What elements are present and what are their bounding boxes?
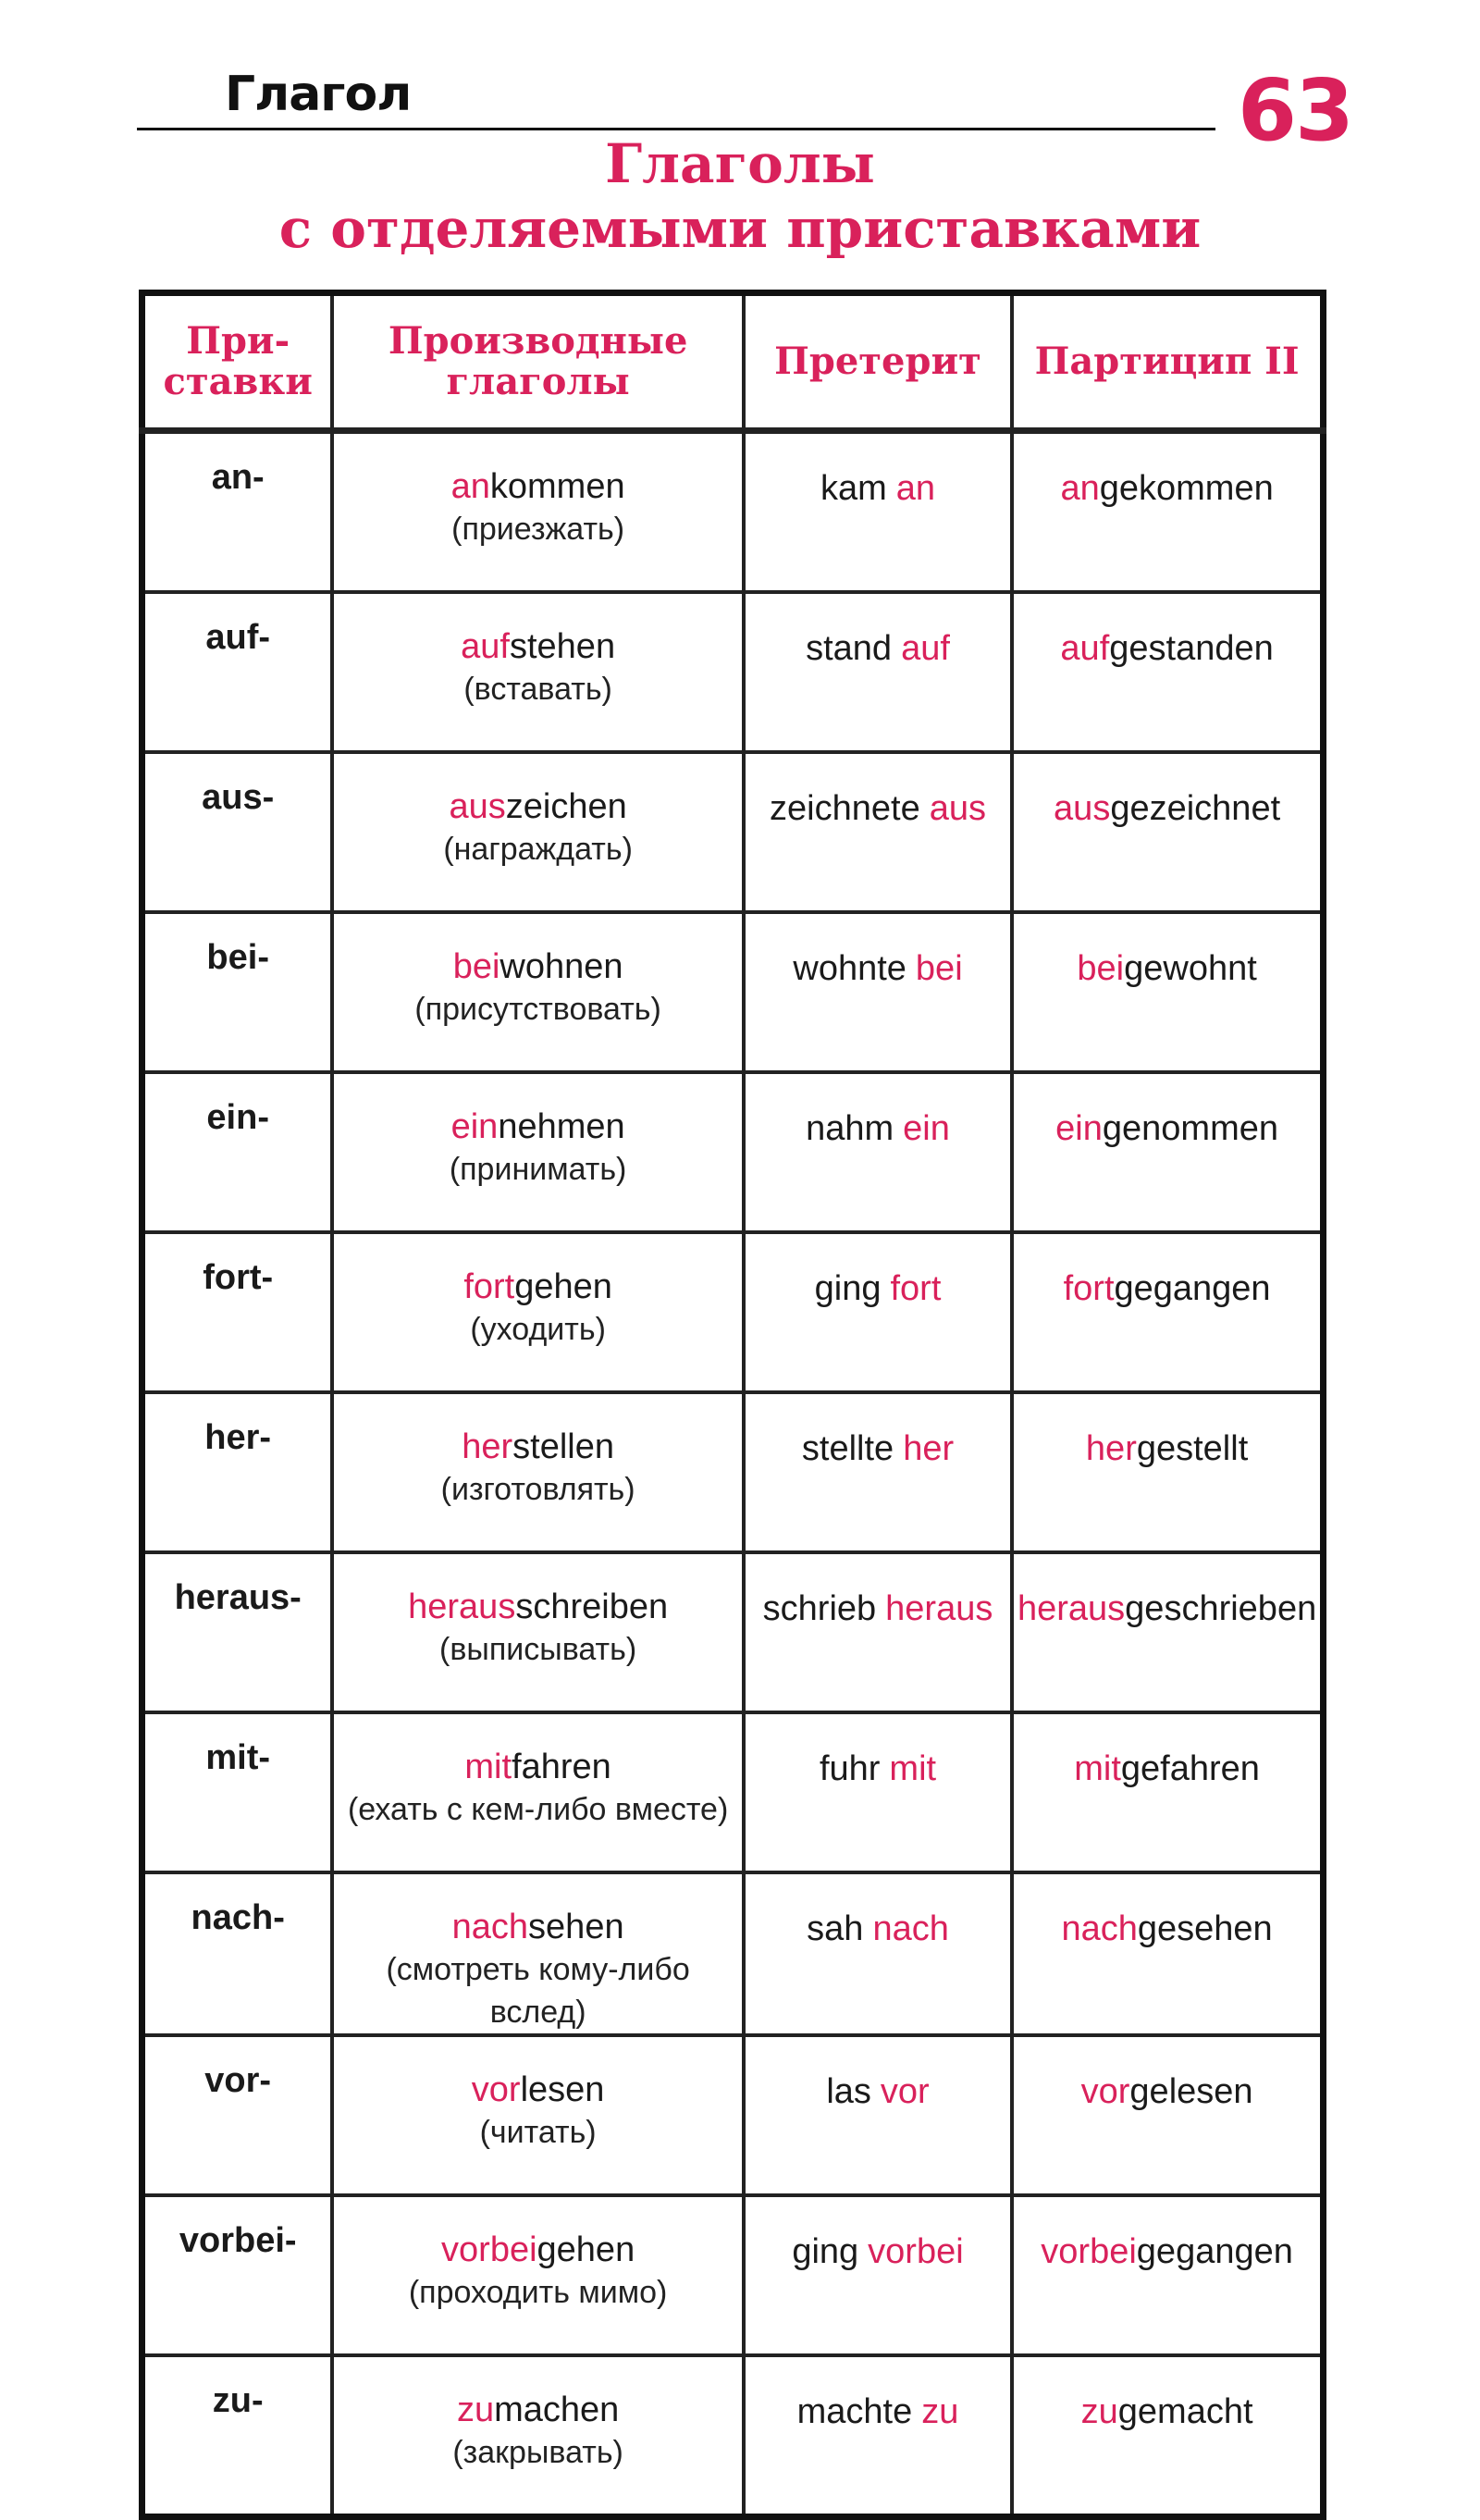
preterite-verb: wohnte <box>793 949 906 988</box>
table-row <box>142 1872 1324 2035</box>
derived-verb-stem: fahren <box>512 1748 611 1786</box>
participle-prefix: fort <box>1063 1269 1115 1308</box>
preterite-particle: zu <box>921 2392 959 2431</box>
participle-prefix: zu <box>1080 2392 1118 2431</box>
preterite-particle: nach <box>872 1909 949 1948</box>
derived-verb-stem: stellen <box>512 1427 614 1466</box>
derived-verb <box>441 2230 635 2269</box>
derived-verb-stem: zeichen <box>505 787 627 826</box>
derived-verb-stem: wohnen <box>500 947 623 986</box>
title-line-2: с отделяемыми приставками <box>278 197 1202 260</box>
derived-verb-prefix: vorbei <box>441 2230 537 2269</box>
participle-prefix: an <box>1060 469 1100 508</box>
table-row <box>142 1552 1324 1712</box>
translation: (принимать) <box>449 1152 627 1187</box>
preterite-cell <box>744 1872 1012 2035</box>
participle-prefix: heraus <box>1017 1589 1126 1628</box>
prefix-text: mit- <box>205 1738 271 1777</box>
derived-verb-stem: nehmen <box>498 1107 625 1146</box>
prefix-text: nach- <box>191 1898 285 1937</box>
preterite-particle: mit <box>889 1749 937 1788</box>
preterite-particle: fort <box>890 1269 942 1308</box>
derived-verb-stem: lesen <box>520 2070 605 2109</box>
translation: (уходить) <box>470 1312 606 1347</box>
prefix-text: aus- <box>202 778 275 817</box>
table-row <box>142 1232 1324 1392</box>
derived-verb-prefix: her <box>462 1427 513 1466</box>
preterite-particle: ein <box>903 1109 950 1148</box>
preterite-verb: ging <box>792 2232 859 2271</box>
preterite-particle: aus <box>929 789 986 828</box>
participle-prefix: ein <box>1055 1109 1103 1148</box>
derived-verb-cell <box>332 592 743 752</box>
prefix-cell <box>142 1872 333 2035</box>
derived-verb <box>452 1908 624 1946</box>
header-rule <box>137 128 1215 130</box>
participle-stem: gestellt <box>1136 1429 1249 1468</box>
column-header-derived-text: Производные глаголы <box>388 319 688 403</box>
participle-cell <box>1012 431 1323 593</box>
table-row <box>142 912 1324 1072</box>
table-row <box>142 592 1324 752</box>
prefix-cell <box>142 752 333 912</box>
column-header-prefixes-text: При- ставки <box>163 319 313 403</box>
participle-stem: gelesen <box>1129 2072 1253 2111</box>
derived-verb-stem: gehen <box>514 1267 612 1306</box>
preterite-cell <box>744 2195 1012 2355</box>
derived-verb-cell <box>332 1872 743 2035</box>
prefix-cell <box>142 1552 333 1712</box>
preterite-cell <box>744 2355 1012 2517</box>
column-header-prefixes <box>142 293 333 431</box>
translation: (смотреть кому-либо вслед) <box>386 1952 690 2030</box>
participle-cell <box>1012 912 1323 1072</box>
participle-cell <box>1012 1872 1323 2035</box>
derived-verb <box>451 1107 625 1146</box>
prefix-cell <box>142 2195 333 2355</box>
derived-verb-prefix: zu <box>456 2390 495 2429</box>
derived-verb <box>408 1587 668 1626</box>
prefix-text: heraus- <box>174 1578 302 1617</box>
prefix-cell <box>142 912 333 1072</box>
participle-cell <box>1012 2355 1323 2517</box>
table-row <box>142 2035 1324 2195</box>
prefix-text: auf- <box>205 618 271 657</box>
preterite-verb: fuhr <box>819 1749 881 1788</box>
prefix-cell <box>142 1232 333 1392</box>
derived-verb-stem: gehen <box>536 2230 635 2269</box>
participle-prefix: nach <box>1061 1909 1138 1948</box>
participle-cell <box>1012 2195 1323 2355</box>
preterite-cell <box>744 1552 1012 1712</box>
column-header-derived <box>332 293 743 431</box>
translation: (присутствовать) <box>414 992 661 1027</box>
preterite-cell <box>744 912 1012 1072</box>
preterite-cell <box>744 752 1012 912</box>
preterite-particle: auf <box>901 629 950 668</box>
prefix-text: zu- <box>212 2381 264 2420</box>
derived-verb-cell <box>332 431 743 593</box>
verb-table <box>139 290 1326 2520</box>
translation: (изготовлять) <box>440 1472 635 1507</box>
prefix-cell <box>142 1072 333 1232</box>
prefix-text: fort- <box>203 1258 274 1297</box>
column-header-preterite-text: Претерит <box>774 340 981 383</box>
preterite-cell <box>744 1232 1012 1392</box>
derived-verb-cell <box>332 1552 743 1712</box>
derived-verb <box>457 2390 619 2429</box>
participle-cell <box>1012 592 1323 752</box>
derived-verb-prefix: heraus <box>408 1587 516 1626</box>
derived-verb-cell <box>332 752 743 912</box>
preterite-verb: stand <box>806 629 893 668</box>
derived-verb <box>453 947 623 986</box>
preterite-verb: machte <box>796 2392 913 2431</box>
preterite-cell <box>744 1712 1012 1872</box>
derived-verb-prefix: ein <box>450 1107 499 1146</box>
translation: (награждать) <box>443 832 633 867</box>
derived-verb-stem: schreiben <box>515 1587 669 1626</box>
prefix-text: vorbei- <box>179 2221 297 2260</box>
preterite-verb: sah <box>807 1909 864 1948</box>
participle-cell <box>1012 1232 1323 1392</box>
participle-stem: gekommen <box>1099 469 1274 508</box>
prefix-text: vor- <box>204 2061 272 2100</box>
preterite-verb: zeichnete <box>770 789 920 828</box>
participle-stem: gegangen <box>1114 1269 1271 1308</box>
translation: (выписывать) <box>439 1632 637 1667</box>
prefix-text: bei- <box>206 938 269 977</box>
translation: (закрывать) <box>452 2435 623 2470</box>
table-row <box>142 1712 1324 1872</box>
derived-verb-prefix: aus <box>449 787 506 826</box>
derived-verb-cell <box>332 1712 743 1872</box>
derived-verb <box>462 1427 614 1466</box>
table-row <box>142 1392 1324 1552</box>
participle-stem: genommen <box>1102 1109 1279 1148</box>
derived-verb-cell <box>332 2195 743 2355</box>
participle-cell <box>1012 1712 1323 1872</box>
derived-verb-prefix: an <box>450 467 490 506</box>
preterite-verb: kam <box>820 469 887 508</box>
participle-stem: gemacht <box>1117 2392 1253 2431</box>
translation: (вставать) <box>463 672 612 707</box>
participle-cell <box>1012 1392 1323 1552</box>
prefix-cell <box>142 2355 333 2517</box>
derived-verb-cell <box>332 1072 743 1232</box>
participle-stem: gegangen <box>1136 2232 1293 2271</box>
prefix-text: an- <box>211 458 265 497</box>
derived-verb-prefix: fort <box>463 1267 515 1306</box>
participle-prefix: aus <box>1054 789 1111 828</box>
participle-stem: gesehen <box>1137 1909 1273 1948</box>
translation: (приезжать) <box>451 512 625 547</box>
participle-prefix: her <box>1085 1429 1137 1468</box>
derived-verb <box>449 787 626 826</box>
preterite-verb: nahm <box>806 1109 894 1148</box>
derived-verb-stem: stehen <box>509 627 616 666</box>
derived-verb <box>463 1267 612 1306</box>
participle-prefix: bei <box>1077 949 1125 988</box>
participle-prefix: vorbei <box>1041 2232 1137 2271</box>
preterite-particle: vor <box>880 2072 930 2111</box>
preterite-cell <box>744 592 1012 752</box>
prefix-cell <box>142 2035 333 2195</box>
derived-verb-stem: machen <box>494 2390 620 2429</box>
derived-verb-prefix: nach <box>451 1908 529 1946</box>
preterite-cell <box>744 431 1012 593</box>
derived-verb-cell <box>332 2035 743 2195</box>
table-row <box>142 1072 1324 1232</box>
derived-verb-cell <box>332 912 743 1072</box>
preterite-particle: her <box>903 1429 955 1468</box>
preterite-particle: an <box>895 469 936 508</box>
title-line-1: Глаголы <box>605 132 875 195</box>
table-row <box>142 431 1324 593</box>
preterite-verb: ging <box>814 1269 882 1308</box>
participle-stem: geschrieben <box>1125 1589 1317 1628</box>
column-header-participle <box>1012 293 1323 431</box>
preterite-cell <box>744 2035 1012 2195</box>
preterite-particle: bei <box>915 949 963 988</box>
participle-prefix: mit <box>1074 1749 1121 1788</box>
participle-cell <box>1012 1552 1323 1712</box>
translation: (читать) <box>479 2115 597 2150</box>
participle-cell <box>1012 1072 1323 1232</box>
page-title <box>0 131 1480 261</box>
participle-stem: gewohnt <box>1124 949 1257 988</box>
derived-verb-prefix: vor <box>471 2070 521 2109</box>
section-label: Глагол <box>225 67 412 122</box>
prefix-cell <box>142 431 333 593</box>
derived-verb-cell <box>332 1392 743 1552</box>
table-row <box>142 2195 1324 2355</box>
prefix-text: her- <box>204 1418 272 1457</box>
table-row <box>142 752 1324 912</box>
page-number: 63 <box>1238 61 1353 160</box>
participle-stem: gezeichnet <box>1110 789 1281 828</box>
column-header-participle-text: Партицип II <box>1034 340 1300 383</box>
prefix-cell <box>142 1712 333 1872</box>
derived-verb <box>472 2070 605 2109</box>
participle-prefix: vor <box>1080 2072 1130 2111</box>
preterite-verb: schrieb <box>762 1589 877 1628</box>
derived-verb-cell <box>332 2355 743 2517</box>
derived-verb-prefix: mit <box>464 1748 512 1786</box>
participle-cell <box>1012 2035 1323 2195</box>
preterite-verb: stellte <box>801 1429 894 1468</box>
translation: (проходить мимо) <box>408 2275 668 2310</box>
derived-verb <box>461 627 615 666</box>
derived-verb-stem: kommen <box>489 467 625 506</box>
table-row <box>142 2355 1324 2517</box>
column-header-preterite <box>744 293 1012 431</box>
derived-verb-prefix: auf <box>461 627 510 666</box>
derived-verb-stem: sehen <box>528 1908 624 1946</box>
preterite-particle: heraus <box>885 1589 993 1628</box>
preterite-cell <box>744 1392 1012 1552</box>
derived-verb-prefix: bei <box>452 947 500 986</box>
preterite-cell <box>744 1072 1012 1232</box>
translation: (ехать с кем-либо вместе) <box>347 1792 729 1827</box>
participle-cell <box>1012 752 1323 912</box>
preterite-particle: vorbei <box>868 2232 964 2271</box>
table-header-row <box>142 293 1324 431</box>
participle-stem: gefahren <box>1120 1749 1260 1788</box>
participle-stem: gestanden <box>1109 629 1274 668</box>
derived-verb-cell <box>332 1232 743 1392</box>
prefix-cell <box>142 1392 333 1552</box>
derived-verb <box>451 467 625 506</box>
preterite-verb: las <box>826 2072 871 2111</box>
participle-prefix: auf <box>1060 629 1110 668</box>
prefix-text: ein- <box>206 1098 269 1137</box>
prefix-cell <box>142 592 333 752</box>
derived-verb <box>464 1748 610 1786</box>
